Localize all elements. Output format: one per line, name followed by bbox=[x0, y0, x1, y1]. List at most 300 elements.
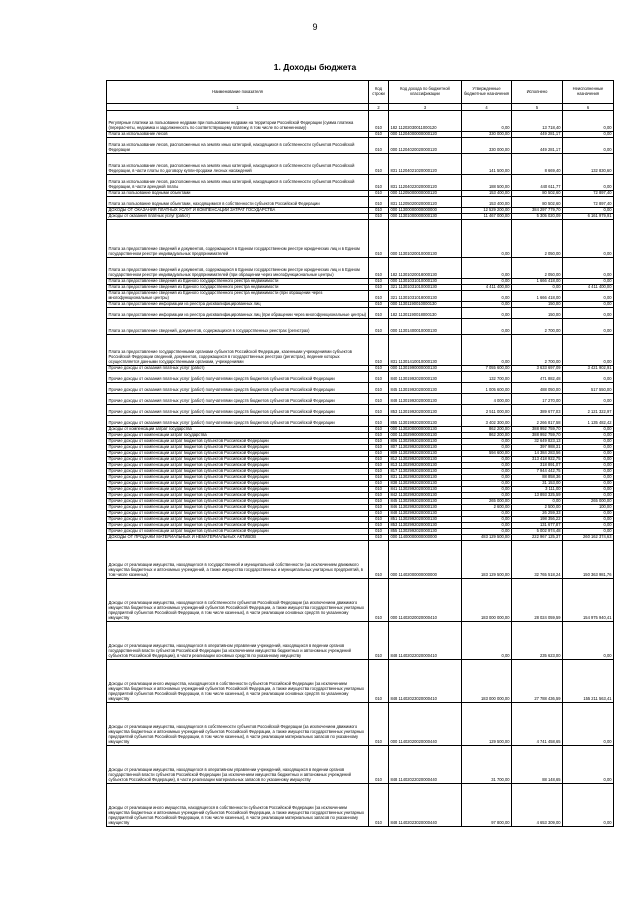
row-approved-cell: 0,00 bbox=[462, 487, 512, 493]
row-budget-code-cell: 853 11302992020000130 bbox=[389, 523, 462, 529]
row-unexecuted-cell: 0,00 bbox=[563, 511, 614, 517]
row-name-cell: Прочие доходы от оказания платных услуг (работ) получателями средств бюджетов субъектов Российской Федерации bbox=[107, 372, 369, 383]
row-budget-code-cell: 000 11204020020000120 bbox=[389, 138, 462, 154]
table-row bbox=[107, 622, 614, 660]
row-approved-cell: 0,00 bbox=[462, 319, 512, 335]
row-name-cell: Прочие доходы от компенсации затрат бюджетов субъектов Российской Федерации bbox=[107, 505, 369, 511]
row-unexecuted-cell: 0,00 bbox=[563, 463, 614, 469]
row-unexecuted-cell: 0,00 bbox=[563, 319, 614, 335]
row-name-cell: Доходы от компенсации затрат государства bbox=[107, 427, 369, 433]
row-approved-cell: 2 600,00 bbox=[462, 505, 512, 511]
row-approved-cell: 0,00 bbox=[462, 493, 512, 499]
row-executed-cell: 150,00 bbox=[512, 302, 563, 308]
row-approved-cell: 188 500,00 bbox=[462, 175, 512, 191]
row-name-cell: Плата за пользование водными объектами, находящимися в собственности субъектов Российской Федерации bbox=[107, 197, 369, 208]
row-name-cell: Прочие доходы от компенсации затрат бюджетов субъектов Российской Федерации bbox=[107, 529, 369, 535]
row-unexecuted-cell: 0,00 bbox=[563, 784, 614, 827]
row-name-cell: Прочие доходы от компенсации затрат бюджетов субъектов Российской Федерации bbox=[107, 523, 369, 529]
row-budget-code-cell: 000 11301400010000130 bbox=[389, 319, 462, 335]
row-unexecuted-cell: 0,00 bbox=[563, 517, 614, 523]
row-line-code-cell: 010 bbox=[369, 308, 389, 319]
row-executed-cell: 198 356,22 bbox=[512, 517, 563, 523]
row-executed-cell: 13 718,40 bbox=[512, 111, 563, 132]
row-approved-cell: 153 400,00 bbox=[462, 197, 512, 208]
row-line-code-cell: 010 bbox=[369, 529, 389, 535]
row-budget-code-cell: 000 11300000000000000 bbox=[389, 208, 462, 214]
row-budget-code-cell: 855 11301992020000130 bbox=[389, 416, 462, 427]
row-approved-cell: 862 200,00 bbox=[462, 433, 512, 439]
row-executed-cell: 13 893 325,59 bbox=[512, 493, 563, 499]
row-executed-cell: 488 050,00 bbox=[512, 383, 563, 394]
row-approved-cell: 0,00 bbox=[462, 220, 512, 258]
row-budget-code-cell: 848 11302992020000130 bbox=[389, 511, 462, 517]
row-line-code-cell: 010 bbox=[369, 335, 389, 366]
row-line-code-cell: 010 bbox=[369, 220, 389, 258]
header-line-code: Код строки bbox=[369, 81, 389, 104]
row-line-code-cell: 010 bbox=[369, 469, 389, 475]
row-executed-cell: 5 305 020,09 bbox=[512, 214, 563, 220]
row-name-cell: Прочие доходы от оказания платных услуг (работ) получателями средств бюджетов субъектов Российской Федерации bbox=[107, 416, 369, 427]
row-approved-cell: 97 800,00 bbox=[462, 784, 512, 827]
row-name-cell: Доходы от реализации имущества, находящегося в оперативном управлении учреждений, находящихся в ведении органов государственной власти субъектов Российской Федерации (за исключением имущества бюджетных и автономных учреждений субъектов Российской Федерации), в части реализации материальных запасов по указанному имуществу bbox=[107, 746, 369, 784]
column-number: 1 bbox=[107, 104, 369, 111]
row-name-cell: Доходы от реализации имущества, находящегося в государственной и муниципальной собственности (за исключением движимого имущества бюджетных и автономных учреждений, а также имущества государственных и муниципальных унитарных предприятий, в том числе казенных) bbox=[107, 541, 369, 579]
row-executed-cell: 313 418 922,75 bbox=[512, 457, 563, 463]
row-approved-cell: 0,00 bbox=[462, 529, 512, 535]
row-executed-cell: 222 967 125,37 bbox=[512, 535, 563, 541]
row-line-code-cell: 010 bbox=[369, 405, 389, 416]
row-line-code-cell: 010 bbox=[369, 493, 389, 499]
row-budget-code-cell: 845 11302992020000130 bbox=[389, 499, 462, 505]
row-budget-code-cell: 000 11204000000000120 bbox=[389, 132, 462, 138]
row-unexecuted-cell: 517 550,00 bbox=[563, 383, 614, 394]
row-budget-code-cell: 831 11301410010000130 bbox=[389, 335, 462, 366]
row-unexecuted-cell: 0,00 bbox=[563, 746, 614, 784]
row-line-code-cell: 010 bbox=[369, 433, 389, 439]
table-row bbox=[107, 372, 614, 383]
row-unexecuted-cell: 150 363 981,76 bbox=[563, 541, 614, 579]
table-header-row bbox=[107, 81, 614, 104]
header-name: Наименование показателя bbox=[107, 81, 369, 104]
row-executed-cell: 32 765 518,24 bbox=[512, 541, 563, 579]
row-approved-cell: 31 700,00 bbox=[462, 746, 512, 784]
table-row bbox=[107, 138, 614, 154]
row-line-code-cell: 010 bbox=[369, 517, 389, 523]
row-executed-cell: 389 677,03 bbox=[512, 405, 563, 416]
row-approved-cell: 0,00 bbox=[462, 439, 512, 445]
row-line-code-cell: 010 bbox=[369, 302, 389, 308]
row-approved-cell: 0,00 bbox=[462, 279, 512, 285]
row-line-code-cell: 010 bbox=[369, 499, 389, 505]
row-budget-code-cell: 848 11402022020000410 bbox=[389, 622, 462, 660]
row-unexecuted-cell: 0,00 bbox=[563, 469, 614, 475]
row-approved-cell: 0,00 bbox=[462, 445, 512, 451]
table-row bbox=[107, 220, 614, 258]
row-name-cell: Плата за предоставление сведений и документов, содержащихся в Едином государственном реестре юридических лиц и в Едином государственном реестре индивидуальных предпринимателей bbox=[107, 220, 369, 258]
row-executed-cell: 440 611,77 bbox=[512, 175, 563, 191]
row-unexecuted-cell: 2 121 322,97 bbox=[563, 405, 614, 416]
row-line-code-cell: 010 bbox=[369, 451, 389, 457]
row-approved-cell: 483 129 500,00 bbox=[462, 535, 512, 541]
row-name-cell: Плата за предоставление сведений и документов, содержащихся в Едином государственном реестре юридических лиц и в Едином государственном реестре индивидуальных предпринимателей (при обращении через многофункциональные центры) bbox=[107, 258, 369, 279]
row-unexecuted-cell: 0,00 bbox=[563, 132, 614, 138]
row-line-code-cell: 010 bbox=[369, 457, 389, 463]
row-budget-code-cell: 831 11204022020000120 bbox=[389, 175, 462, 191]
row-name-cell: Доходы от реализации имущества, находящегося в собственности субъектов Российской Федерации (за исключением движимого имущества бюджетных и автономных учреждений субъектов Российской Федерации, а также имущества государственных унитарных предприятий субъектов Российской Федерации, в том числе казенных), в части реализации основных средств по указанному имуществу bbox=[107, 579, 369, 622]
row-executed-cell: 80 502,60 bbox=[512, 191, 563, 197]
row-name-cell: Прочие доходы от компенсации затрат бюджетов субъектов Российской Федерации bbox=[107, 493, 369, 499]
row-executed-cell: 7 944 442,75 bbox=[512, 469, 563, 475]
row-executed-cell: 4 741 458,65 bbox=[512, 703, 563, 746]
row-line-code-cell: 010 bbox=[369, 279, 389, 285]
row-approved-cell: 0,00 bbox=[462, 475, 512, 481]
row-line-code-cell: 010 bbox=[369, 394, 389, 405]
row-budget-code-cell: 000 11402020020000410 bbox=[389, 579, 462, 622]
row-unexecuted-cell: 1 135 482,42 bbox=[563, 416, 614, 427]
row-unexecuted-cell: 0,00 bbox=[563, 457, 614, 463]
row-approved-cell: 0,00 bbox=[462, 622, 512, 660]
row-budget-code-cell: 851 11302992020000130 bbox=[389, 517, 462, 523]
row-line-code-cell: 010 bbox=[369, 416, 389, 427]
row-name-cell: Регулярные платежи за пользование недрами при пользовании недрами на территории Российской Федерации (сумма платежа (перерасчеты, недоимка и задолженность по соответствующему платежу, в том числе по отмененному) bbox=[107, 111, 369, 132]
row-approved-cell: 183 129 500,00 bbox=[462, 541, 512, 579]
row-approved-cell: 132 700,00 bbox=[462, 372, 512, 383]
table-row bbox=[107, 416, 614, 427]
row-name-cell: Доходы от реализации иного имущества, находящегося в собственности субъектов Российской Федерации (за исключением имущества бюджетных и автономных учреждений субъектов Российской Федерации, а также имущества государственных унитарных предприятий субъектов Российской Федерации, в том числе казенных), в части реализации материальных запасов по указанному имуществу bbox=[107, 784, 369, 827]
row-budget-code-cell: 000 11302990000000130 bbox=[389, 433, 462, 439]
row-unexecuted-cell: 260 162 374,63 bbox=[563, 535, 614, 541]
row-approved-cell: 265 000,00 bbox=[462, 499, 512, 505]
row-executed-cell: 2 700,00 bbox=[512, 335, 563, 366]
row-line-code-cell: 010 bbox=[369, 579, 389, 622]
row-approved-cell: 0,00 bbox=[462, 463, 512, 469]
row-executed-cell: 80 502,60 bbox=[512, 197, 563, 208]
table-row bbox=[107, 703, 614, 746]
row-approved-cell: 0,00 bbox=[462, 517, 512, 523]
row-line-code-cell: 010 bbox=[369, 427, 389, 433]
row-unexecuted-cell: 0,00 bbox=[563, 427, 614, 433]
table-row bbox=[107, 394, 614, 405]
row-name-cell: Плата за предоставление информации из реестра дисквалифицированных лиц bbox=[107, 302, 369, 308]
row-line-code-cell: 010 bbox=[369, 445, 389, 451]
row-approved-cell: 330 000,00 bbox=[462, 138, 512, 154]
row-budget-code-cell: 848 11301992020000130 bbox=[389, 394, 462, 405]
row-budget-code-cell: 812 11302992020000130 bbox=[389, 457, 462, 463]
row-name-cell: Плата за предоставление сведений из Единого государственного реестра недвижимости bbox=[107, 285, 369, 291]
row-name-cell: Плата за предоставление сведений из Единого государственного реестра недвижимости bbox=[107, 279, 369, 285]
row-line-code-cell: 010 bbox=[369, 154, 389, 175]
row-executed-cell: 17 270,00 bbox=[512, 394, 563, 405]
row-approved-cell: 11 467 000,00 bbox=[462, 214, 512, 220]
row-name-cell: Доходы от реализации имущества, находящегося в собственности субъектов Российской Федерации (за исключением движимого имущества бюджетных и автономных учреждений субъектов Российской Федерации, а также имущества государственных унитарных предприятий субъектов Российской Федерации, в том числе казенных), в части реализации материальных запасов по указанному имуществу bbox=[107, 703, 369, 746]
row-line-code-cell: 010 bbox=[369, 487, 389, 493]
row-unexecuted-cell: 0,00 bbox=[563, 394, 614, 405]
row-budget-code-cell: 000 11302000000000130 bbox=[389, 427, 462, 433]
row-unexecuted-cell: 155 211 563,41 bbox=[563, 660, 614, 703]
row-unexecuted-cell: 0,00 bbox=[563, 439, 614, 445]
table-row bbox=[107, 541, 614, 579]
row-name-cell: Прочие доходы от оказания платных услуг (работ) получателями средств бюджетов субъектов Российской Федерации bbox=[107, 383, 369, 394]
row-line-code-cell: 010 bbox=[369, 475, 389, 481]
table-row bbox=[107, 175, 614, 191]
row-line-code-cell: 010 bbox=[369, 214, 389, 220]
row-executed-cell: 449 281,17 bbox=[512, 132, 563, 138]
budget-income-table bbox=[106, 80, 614, 827]
row-approved-cell: 183 000 000,00 bbox=[462, 660, 512, 703]
row-name-cell: ДОХОДЫ ОТ ОКАЗАНИЯ ПЛАТНЫХ УСЛУГ И КОМПЕНСАЦИИ ЗАТРАТ ГОСУДАРСТВА bbox=[107, 208, 369, 214]
row-name-cell: Прочие доходы от компенсации затрат бюджетов субъектов Российской Федерации bbox=[107, 469, 369, 475]
row-line-code-cell: 010 bbox=[369, 383, 389, 394]
row-executed-cell: 449 281,17 bbox=[512, 138, 563, 154]
row-executed-cell: 131 677,87 bbox=[512, 523, 563, 529]
row-approved-cell: 0,00 bbox=[462, 258, 512, 279]
row-unexecuted-cell: 0,00 bbox=[563, 279, 614, 285]
row-name-cell: Прочие доходы от компенсации затрат бюджетов субъектов Российской Федерации bbox=[107, 457, 369, 463]
row-name-cell: Прочие доходы от компенсации затрат бюджетов субъектов Российской Федерации bbox=[107, 475, 369, 481]
row-approved-cell: 0,00 bbox=[462, 457, 512, 463]
row-approved-cell: 4 000,00 bbox=[462, 394, 512, 405]
row-budget-code-cell: 000 11402020020000440 bbox=[389, 703, 462, 746]
row-budget-code-cell: 321 11301031018000130 bbox=[389, 291, 462, 302]
row-executed-cell: 3 633 697,09 bbox=[512, 366, 563, 372]
row-unexecuted-cell: 0,00 bbox=[563, 220, 614, 258]
table-row bbox=[107, 111, 614, 132]
row-name-cell: Плата за предоставление сведений, документов, содержащихся в государственных реестрах (регистрах) bbox=[107, 319, 369, 335]
row-budget-code-cell: 845 11301992020000130 bbox=[389, 383, 462, 394]
row-line-code-cell: 010 bbox=[369, 285, 389, 291]
row-unexecuted-cell: 3 421 902,91 bbox=[563, 366, 614, 372]
row-line-code-cell: 010 bbox=[369, 132, 389, 138]
row-approved-cell: 4 411 400,00 bbox=[462, 285, 512, 291]
row-approved-cell: 0,00 bbox=[462, 302, 512, 308]
row-unexecuted-cell: 0,00 bbox=[563, 138, 614, 154]
row-budget-code-cell: 842 11302992020000130 bbox=[389, 493, 462, 499]
row-line-code-cell: 010 bbox=[369, 175, 389, 191]
row-approved-cell: 2 511 000,00 bbox=[462, 405, 512, 416]
row-unexecuted-cell: 0,00 bbox=[563, 291, 614, 302]
row-approved-cell: 0,00 bbox=[462, 291, 512, 302]
row-unexecuted-cell: 0,00 bbox=[563, 481, 614, 487]
row-executed-cell: 2 700,00 bbox=[512, 319, 563, 335]
row-unexecuted-cell: 0,00 bbox=[563, 433, 614, 439]
row-unexecuted-cell: 132 830,60 bbox=[563, 154, 614, 175]
row-unexecuted-cell: 0,00 bbox=[563, 258, 614, 279]
row-budget-code-cell: 000 11301990000000130 bbox=[389, 366, 462, 372]
row-budget-code-cell: 000 11301190010000130 bbox=[389, 302, 462, 308]
row-name-cell: Доходы от оказания платных услуг (работ) bbox=[107, 214, 369, 220]
row-executed-cell: 5 002 974,48 bbox=[512, 529, 563, 535]
row-approved-cell: 141 500,00 bbox=[462, 154, 512, 175]
row-executed-cell: 384 297 779,70 bbox=[512, 208, 563, 214]
row-executed-cell: 1 666 418,00 bbox=[512, 291, 563, 302]
row-budget-code-cell: 840 11301992020000130 bbox=[389, 372, 462, 383]
row-line-code-cell: 010 bbox=[369, 481, 389, 487]
row-budget-code-cell: 000 11301000000000130 bbox=[389, 214, 462, 220]
row-line-code-cell: 010 bbox=[369, 784, 389, 827]
row-approved-cell: 12 529 200,00 bbox=[462, 208, 512, 214]
row-name-cell: Плата за предоставление информации из реестра дисквалифицированных лиц (при обращении через многофункциональные центры) bbox=[107, 308, 369, 319]
row-executed-cell: 318 891,07 bbox=[512, 463, 563, 469]
table-row bbox=[107, 319, 614, 335]
row-executed-cell: 31 153,00 bbox=[512, 481, 563, 487]
row-budget-code-cell: 000 11400000000000000 bbox=[389, 535, 462, 541]
row-name-cell: Прочие доходы от компенсации затрат государства bbox=[107, 433, 369, 439]
row-line-code-cell: 010 bbox=[369, 535, 389, 541]
row-executed-cell: 2 050,00 bbox=[512, 220, 563, 258]
table-row bbox=[107, 784, 614, 827]
row-approved-cell: 0,00 bbox=[462, 511, 512, 517]
table-row bbox=[107, 746, 614, 784]
row-budget-code-cell: 831 11205020020000120 bbox=[389, 197, 462, 208]
row-budget-code-cell: 817 11302992020000130 bbox=[389, 469, 462, 475]
row-line-code-cell: 010 bbox=[369, 703, 389, 746]
row-name-cell: Прочие доходы от компенсации затрат бюджетов субъектов Российской Федерации bbox=[107, 517, 369, 523]
row-executed-cell: 2 500,00 bbox=[512, 505, 563, 511]
row-executed-cell: 388 992 759,70 bbox=[512, 433, 563, 439]
row-line-code-cell: 010 bbox=[369, 319, 389, 335]
row-unexecuted-cell: 0,00 bbox=[563, 622, 614, 660]
row-budget-code-cell: 182 11301020018000130 bbox=[389, 258, 462, 279]
row-name-cell: Прочие доходы от компенсации затрат бюджетов субъектов Российской Федерации bbox=[107, 445, 369, 451]
row-budget-code-cell: 846 11302992020000130 bbox=[389, 505, 462, 511]
row-executed-cell: 471 882,48 bbox=[512, 372, 563, 383]
table-row bbox=[107, 335, 614, 366]
row-unexecuted-cell: 0,00 bbox=[563, 445, 614, 451]
row-line-code-cell: 010 bbox=[369, 523, 389, 529]
column-number: 3 bbox=[389, 104, 462, 111]
row-approved-cell: 0,00 bbox=[462, 335, 512, 366]
row-name-cell: Доходы от реализации имущества, находящегося в оперативном управлении учреждений, находящихся в ведении органов государственной власти субъектов Российской Федерации (за исключением имущества бюджетных и автономных учреждений субъектов Российской Федерации), в части реализации основных средств по указанному имуществу bbox=[107, 622, 369, 660]
table-row bbox=[107, 197, 614, 208]
row-budget-code-cell: 000 11205000000000120 bbox=[389, 191, 462, 197]
row-unexecuted-cell: 72 897,40 bbox=[563, 191, 614, 197]
row-approved-cell: 862 200,00 bbox=[462, 427, 512, 433]
row-name-cell: Прочие доходы от компенсации затрат бюджетов субъектов Российской Федерации bbox=[107, 463, 369, 469]
row-approved-cell: 1 005 600,00 bbox=[462, 383, 512, 394]
row-approved-cell: 183 000 000,00 bbox=[462, 579, 512, 622]
row-unexecuted-cell: 0,00 bbox=[563, 335, 614, 366]
row-name-cell: Прочие доходы от компенсации затрат бюджетов субъектов Российской Федерации bbox=[107, 451, 369, 457]
table-row bbox=[107, 579, 614, 622]
row-name-cell: ДОХОДЫ ОТ ПРОДАЖИ МАТЕРИАЛЬНЫХ И НЕМАТЕРИАЛЬНЫХ АКТИВОВ bbox=[107, 535, 369, 541]
row-name-cell: Прочие доходы от компенсации затрат бюджетов субъектов Российской Федерации bbox=[107, 511, 369, 517]
row-executed-cell: 88 858,36 bbox=[512, 475, 563, 481]
row-line-code-cell: 010 bbox=[369, 208, 389, 214]
table-row bbox=[107, 154, 614, 175]
row-unexecuted-cell: 0,00 bbox=[563, 475, 614, 481]
row-approved-cell: 7 055 600,00 bbox=[462, 366, 512, 372]
row-line-code-cell: 010 bbox=[369, 463, 389, 469]
row-line-code-cell: 010 bbox=[369, 258, 389, 279]
row-approved-cell: 0,00 bbox=[462, 111, 512, 132]
row-executed-cell: 388 992 759,70 bbox=[512, 427, 563, 433]
table-row bbox=[107, 405, 614, 416]
row-line-code-cell: 010 bbox=[369, 372, 389, 383]
row-unexecuted-cell: 154 975 940,41 bbox=[563, 579, 614, 622]
row-budget-code-cell: 813 11302992020000130 bbox=[389, 463, 462, 469]
row-executed-cell: 26 259,33 bbox=[512, 511, 563, 517]
row-approved-cell: 0,00 bbox=[462, 308, 512, 319]
page-title: 1. Доходы бюджета bbox=[273, 62, 357, 72]
row-unexecuted-cell: 0,00 bbox=[563, 451, 614, 457]
row-unexecuted-cell: 4 411 400,00 bbox=[563, 285, 614, 291]
row-budget-code-cell: 848 11402023020000410 bbox=[389, 660, 462, 703]
table-row bbox=[107, 660, 614, 703]
row-budget-code-cell: 321 11301031010000130 bbox=[389, 285, 462, 291]
table-row bbox=[107, 291, 614, 302]
table-body bbox=[107, 111, 614, 827]
row-unexecuted-cell: 0,00 bbox=[563, 308, 614, 319]
header-approved: Утвержденные бюджетные назначения bbox=[462, 81, 512, 104]
row-approved-cell: 330 000,00 bbox=[462, 132, 512, 138]
row-line-code-cell: 010 bbox=[369, 660, 389, 703]
column-number: 2 bbox=[369, 104, 389, 111]
row-line-code-cell: 010 bbox=[369, 111, 389, 132]
row-name-cell: Прочие доходы от компенсации затрат бюджетов субъектов Российской Федерации bbox=[107, 481, 369, 487]
row-executed-cell: 8 669,40 bbox=[512, 154, 563, 175]
row-line-code-cell: 010 bbox=[369, 511, 389, 517]
row-approved-cell: 0,00 bbox=[462, 481, 512, 487]
row-unexecuted-cell: 0,00 bbox=[563, 493, 614, 499]
row-unexecuted-cell: 0,00 bbox=[563, 302, 614, 308]
page-number: 9 bbox=[312, 22, 318, 32]
row-unexecuted-cell: 0,00 bbox=[563, 529, 614, 535]
row-unexecuted-cell: 0,00 bbox=[563, 487, 614, 493]
row-executed-cell: 1 666 418,00 bbox=[512, 279, 563, 285]
row-approved-cell: 153 400,00 bbox=[462, 191, 512, 197]
row-budget-code-cell: 806 11302992020000130 bbox=[389, 439, 462, 445]
row-executed-cell: 150,00 bbox=[512, 308, 563, 319]
row-executed-cell: 14 384 283,56 bbox=[512, 451, 563, 457]
row-approved-cell: 0,00 bbox=[462, 523, 512, 529]
header-executed: Исполнено bbox=[512, 81, 563, 104]
row-unexecuted-cell: 0,00 bbox=[563, 523, 614, 529]
row-budget-code-cell: 831 11204021020000120 bbox=[389, 154, 462, 175]
row-budget-code-cell: 848 11402023020000440 bbox=[389, 784, 462, 827]
row-line-code-cell: 010 bbox=[369, 622, 389, 660]
row-unexecuted-cell: 72 897,40 bbox=[563, 197, 614, 208]
row-budget-code-cell: 838 11302992020000130 bbox=[389, 481, 462, 487]
row-line-code-cell: 010 bbox=[369, 197, 389, 208]
row-name-cell: Плата за использование лесов, расположенных на землях иных категорий, находящихся в собственности субъектов Российской Федерации, в части платы по договору купли-продажи лесных насаждений bbox=[107, 154, 369, 175]
row-name-cell: Прочие доходы от оказания платных услуг (работ) получателями средств бюджетов субъектов Российской Федерации bbox=[107, 405, 369, 416]
row-budget-code-cell: 182 11202030011000120 bbox=[389, 111, 462, 132]
column-number: 6 bbox=[563, 104, 614, 111]
row-budget-code-cell: 000 11301031010000130 bbox=[389, 279, 462, 285]
column-number-row bbox=[107, 104, 614, 111]
row-approved-cell: 3 402 300,00 bbox=[462, 416, 512, 427]
row-executed-cell: 27 788 436,59 bbox=[512, 660, 563, 703]
row-unexecuted-cell: 100,00 bbox=[563, 505, 614, 511]
row-name-cell: Прочие доходы от оказания платных услуг (работ) получателями средств бюджетов субъектов Российской Федерации bbox=[107, 394, 369, 405]
row-budget-code-cell: 841 11302992020000130 bbox=[389, 487, 462, 493]
row-budget-code-cell: 848 11402022020000440 bbox=[389, 746, 462, 784]
row-unexecuted-cell: 0,00 bbox=[563, 208, 614, 214]
row-line-code-cell: 010 bbox=[369, 505, 389, 511]
row-budget-code-cell: 000 11402000000000000 bbox=[389, 541, 462, 579]
row-name-cell: Плата за предоставление сведений из Единого государственного реестра недвижимости (при обращении через многофункциональные центры) bbox=[107, 291, 369, 302]
row-name-cell: Прочие доходы от компенсации затрат бюджетов субъектов Российской Федерации bbox=[107, 439, 369, 445]
row-line-code-cell: 010 bbox=[369, 439, 389, 445]
header-budget-code: Код дохода по бюджетной классификации bbox=[389, 81, 462, 104]
row-budget-code-cell: 809 11302992020000130 bbox=[389, 451, 462, 457]
row-budget-code-cell: 000 11301020010000130 bbox=[389, 220, 462, 258]
row-executed-cell: 0,00 bbox=[512, 499, 563, 505]
table-row bbox=[107, 383, 614, 394]
row-executed-cell: 28 024 059,59 bbox=[512, 579, 563, 622]
row-name-cell: Доходы от реализации иного имущества, находящегося в собственности субъектов Российской Федерации (за исключением имущества бюджетных и автономных учреждений субъектов Российской Федерации, а также имущества государственных унитарных предприятий субъектов Российской Федерации, в том числе казенных), в части реализации основных средств по указанному имуществу bbox=[107, 660, 369, 703]
row-executed-cell: 32 649 823,13 bbox=[512, 439, 563, 445]
